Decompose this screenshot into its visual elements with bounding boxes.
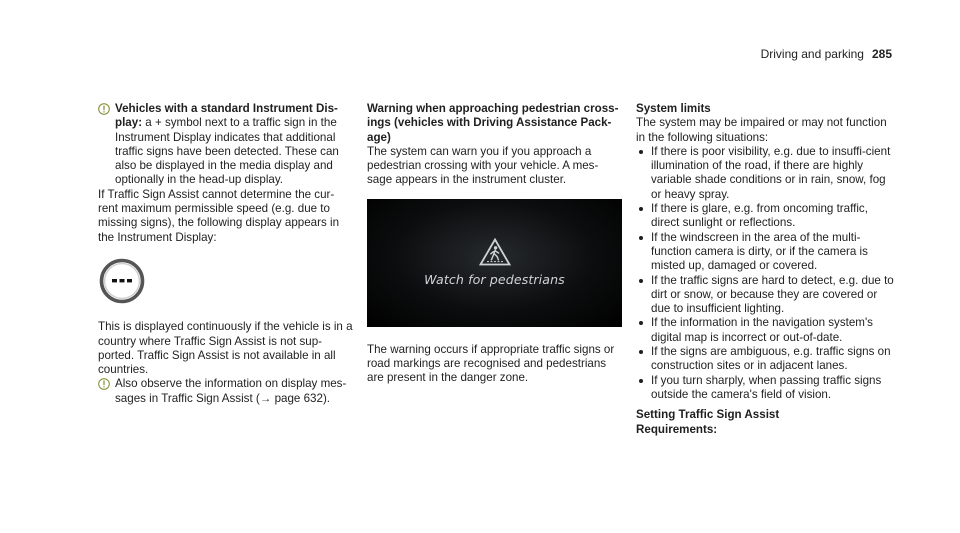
- note-standard-display: [98, 102, 353, 188]
- paragraph-warning-occurs: The warning occurs if appropriate traffic signs or road markings are recognised and pedestrians are present in the danger zone.: [367, 342, 615, 385]
- info-note-icon: [98, 103, 110, 115]
- no-speed-limit-icon: [99, 258, 145, 304]
- column-middle: [367, 102, 622, 386]
- column-right: [636, 102, 896, 437]
- note-body: Also observe the information on display mes-sages in Traffic Sign Assist (→ page 632).: [115, 377, 347, 405]
- note-title: Vehicles with a standard Instrument Dis-play:: [115, 102, 338, 130]
- limits-list: [636, 145, 896, 402]
- pedestrian-warning-icon: [479, 238, 511, 266]
- instrument-cluster-image: [367, 199, 622, 327]
- paragraph-limits-intro: The system may be impaired or may not function in the following situations:: [636, 116, 887, 144]
- list-item: If the traffic signs are hard to detect, e.g. due to dirt or snow, or because they are covered or due to insufficient lighting.: [636, 274, 896, 317]
- list-item: If the windscreen in the area of the multi-function camera is dirty, or if the camera is misted up, damaged or covered.: [636, 231, 896, 274]
- list-item: If the information in the navigation system's digital map is incorrect or out-of-date.: [636, 316, 896, 345]
- page-header: [761, 47, 892, 61]
- note-body: a + symbol next to a traffic sign in the Instrument Display indicates that additional traffic signs have been detected. These can also be displayed in the media display and optionally in the head-up display.: [115, 116, 339, 187]
- info-note-icon: [98, 378, 110, 390]
- section-title-setting: Setting Traffic Sign Assist: [636, 408, 780, 422]
- section-title-system-limits: System limits: [636, 102, 711, 115]
- list-item: If there is poor visibility, e.g. due to insuffi-cient illumination of the road, if there are highly variable shade conditions or in rain, snow, fog or heavy spray.: [636, 145, 896, 202]
- screen-warning-text: Watch for pedestrians: [424, 271, 565, 287]
- paragraph-warning-intro: The system can warn you if you approach a pedestrian crossing with your vehicle. A mes-sage appears in the instrument cluster.: [367, 144, 599, 187]
- requirements-label: Requirements:: [636, 422, 718, 436]
- column-left: [98, 102, 353, 406]
- section-title-pedestrian-warning: Warning when approaching pedestrian cross-ings (vehicles with Driving Assistance Pack-age): [367, 102, 619, 144]
- paragraph-displayed-continuously: This is displayed continuously if the vehicle is in a country where Traffic Sign Assist is not sup-ported. Traffic Sign Assist is not available in all countries.: [98, 320, 353, 377]
- note-display-messages: [98, 377, 353, 406]
- list-item: If you turn sharply, when passing traffic signs outside the camera's field of vision.: [636, 374, 896, 403]
- list-item: If the signs are ambiguous, e.g. traffic signs on construction sites or in adjacent lanes.: [636, 345, 896, 374]
- list-item: If there is glare, e.g. from oncoming traffic, direct sunlight or reflections.: [636, 202, 896, 231]
- section-title: Driving and parking: [760, 47, 864, 61]
- page-number: 285: [871, 47, 892, 61]
- paragraph-cannot-determine: If Traffic Sign Assist cannot determine the cur-rent maximum permissible speed (e.g. due to missing signs), the following display appears in the Instrument Display:: [98, 187, 340, 244]
